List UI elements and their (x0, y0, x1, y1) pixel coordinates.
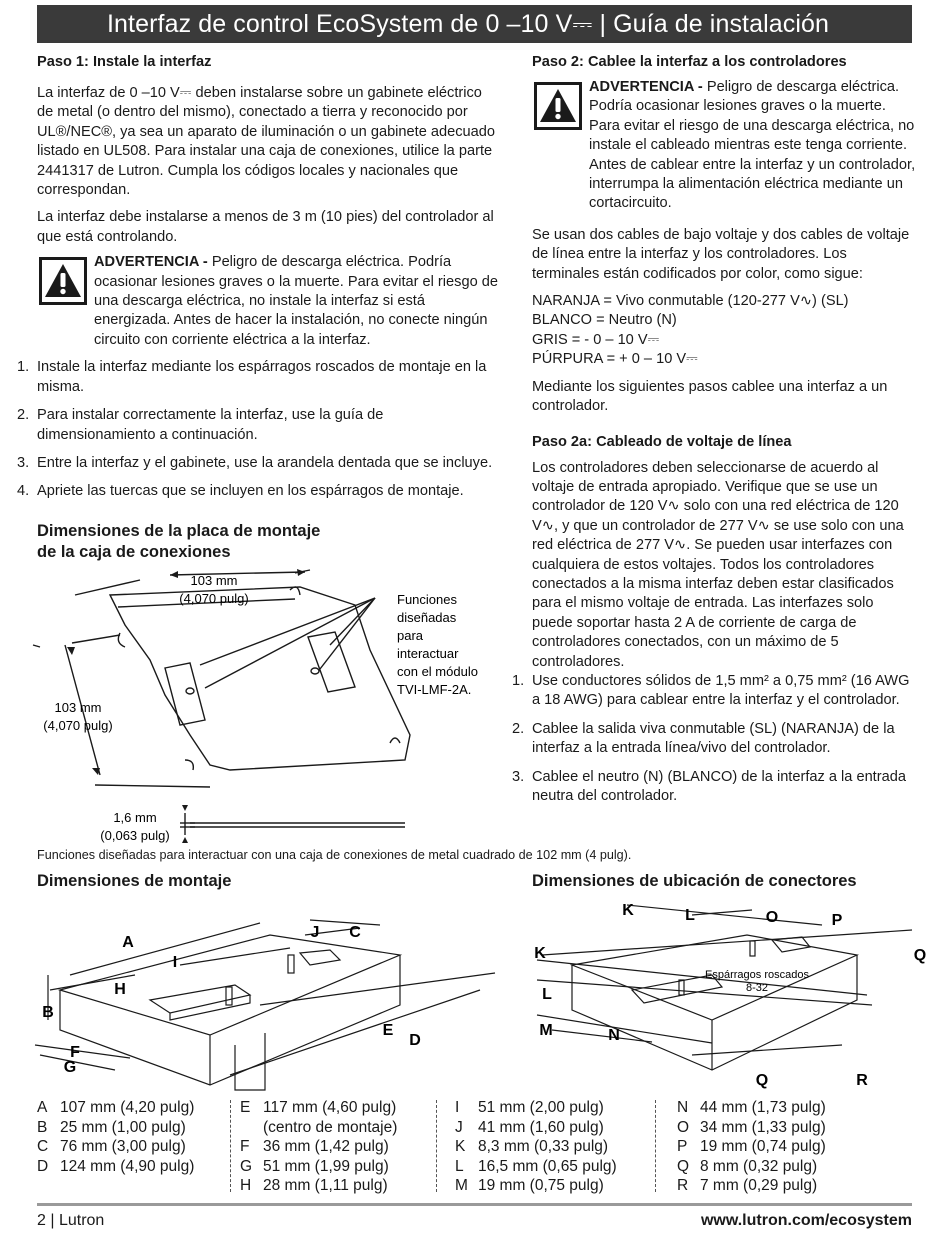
svg-text:(4,070 pulg): (4,070 pulg) (43, 718, 113, 733)
list-item: M 19 mm (0,75 pulg) (455, 1177, 604, 1194)
step2-paragraph-2: Mediante los siguientes pasos cablee una interfaz a un controlador. (532, 378, 888, 415)
right-column (512, 53, 917, 815)
list-item: K 8,3 mm (0,33 pulg) (455, 1138, 609, 1155)
dim-label-F: F (70, 1044, 80, 1061)
plate-features-label (397, 592, 478, 697)
plate-thickness-label: 1,6 mm (113, 810, 157, 825)
svg-text:(0,063 pulg): (0,063 pulg) (100, 828, 170, 843)
list-item: E 117 mm (4,60 pulg) (240, 1099, 397, 1116)
list-item: R 7 mm (0,29 pulg) (677, 1177, 818, 1194)
dim-label-A: A (122, 934, 134, 951)
list-item: P 19 mm (0,74 pulg) (677, 1138, 826, 1155)
left-column (17, 53, 499, 511)
plate-diagram (30, 565, 500, 850)
list-item: C 76 mm (3,00 pulg) (37, 1138, 186, 1155)
svg-text:Funciones: Funciones (397, 592, 457, 607)
plate-height-label: 103 mm (54, 700, 102, 715)
list-item: G 51 mm (1,99 pulg) (240, 1157, 389, 1175)
list-item: (centro de montaje) (263, 1118, 398, 1136)
svg-text:con el módulo: con el módulo (397, 664, 478, 679)
svg-text:diseñadas: diseñadas (397, 610, 457, 625)
step1-paragraph-1: La interfaz de 0 –10 V⎓ deben instalarse sobre un gabinete eléctrico de metal (o dentro del mismo), conectado a tierra y reconocido por UL®/NEC®, ya sea un aparato de iluminación o un gabinete adecuado listado en UL508. Para instalar una caja de conexiones, utilice la parte 2441317 de Lutron. Cumpla los códigos locales y nacionales que correspondan. (37, 85, 495, 199)
warning-title: Peligro de descarga eléctrica. (207, 254, 405, 271)
list-item: BLANCO = Neutro (N) (532, 312, 677, 329)
svg-text:TVI-LMF-2A.: TVI-LMF-2A. (397, 682, 472, 697)
dim-label-C: C (349, 924, 361, 941)
dim-label-M: M (539, 1022, 553, 1039)
dim-label-R: R (856, 1072, 868, 1089)
step1-list (17, 358, 499, 501)
list-item: GRIS = - 0 – 10 V⎓ (532, 331, 660, 348)
legend-col-1 (37, 1098, 194, 1176)
legend-col-3 (455, 1098, 617, 1196)
list-item: O 34 mm (1,33 pulg) (677, 1118, 826, 1136)
svg-text:Espárragos roscados: Espárragos roscados (705, 969, 809, 981)
dim-label-O: O (765, 909, 779, 926)
page-title: Interfaz de control EcoSystem de 0 –10 V⎓ | Guía de instalación (107, 10, 830, 38)
list-item: Q 8 mm (0,32 pulg) (677, 1157, 818, 1175)
warning-text: Podría ocasionar lesiones graves o la muerte. Para evitar el riesgo de una descarga eléctrica, no instale la interfaz si está energizada. Antes de hacer la instalación, no conecte ningún circuito con corriente eléctrica a la interfaz. (94, 254, 498, 348)
step2a-heading: Paso 2a: Cableado de voltaje de línea (532, 433, 792, 450)
list-item: 1. Use conductores sólidos de 1,5 mm² a 0,75 mm² (16 AWG a 18 AWG) para cablear entre la interfaz y el controlador. (512, 672, 910, 709)
color-codes (532, 292, 917, 370)
list-item: 2. Para instalar correctamente la interfaz, use la guía de dimensionamiento a continuación. (17, 407, 384, 443)
svg-text:K: K (534, 945, 546, 962)
dim-label-D: D (409, 1032, 421, 1049)
step2a-paragraph: Los controladores deben seleccionarse de acuerdo al voltaje de entrada apropiado. Verifique que se use un controlador de 120 V∿ solo con una red eléctrica de 120 V∿, y que un controlador de 277 V∿ se use solo con una red eléctrica de 277 V∿. Se pueden usar interfazes con cualquiera de estos voltajes. Todos los controladores conectados a la misma interfaz deben estar clasificados para el mismo voltaje de entrada. Las interfazes solo puede soportar hasta 2 A de corriente de carga de controladores conectados, con un máximo de 5 controladores. (532, 459, 904, 670)
list-item: N 44 mm (1,73 pulg) (677, 1099, 826, 1116)
list-item: H 28 mm (1,11 pulg) (240, 1177, 388, 1194)
svg-text:8-32: 8-32 (745, 982, 769, 994)
step2-heading: Paso 2: Cablee la interfaz a los controladores (532, 54, 847, 70)
svg-text:(4,070 pulg): (4,070 pulg) (179, 591, 249, 606)
dim-label-E: E (382, 1022, 394, 1039)
warning-label: ADVERTENCIA - (589, 79, 703, 95)
connector-heading: Dimensiones de ubicación de conectores (532, 872, 857, 890)
svg-text:Q: Q (755, 1072, 769, 1089)
warning-text: Podría ocasionar lesiones graves o la muerte. Para evitar el riesgo de una descarga eléctrica, no instale el cableado mientras este tenga corriente. Antes de cablear entre la interfaz y un controlador, interrumpa la alimentación eléctrica mediante un cortacircuito. (589, 98, 916, 212)
legend-col-4 (677, 1098, 826, 1196)
legend-divider (436, 1100, 437, 1192)
list-item: D 124 mm (4,90 pulg) (37, 1157, 195, 1175)
dim-label-G: G (63, 1059, 77, 1076)
warning-block-right (532, 78, 917, 214)
plate-width-label: 103 mm (190, 573, 238, 588)
step2-paragraph-1: Se usan dos cables de bajo voltaje y dos cables de voltaje de línea entre la interfaz y los controladores. Los terminales están codificados por color, como sigue: (532, 226, 910, 282)
dim-label-I: I (172, 954, 178, 971)
list-item: 3. Entre la interfaz y el gabinete, use la arandela dentada que se incluye. (17, 454, 493, 471)
plate-heading: Dimensiones de la placa de montaje de la caja de conexiones (37, 522, 321, 561)
studs-label (705, 969, 809, 994)
list-item: PÚRPURA = + 0 – 10 V⎓ (532, 351, 698, 368)
plate-caption: Funciones diseñadas para interactuar con una caja de conexiones de metal cuadrado de 102 mm (4 pulg). (37, 848, 632, 862)
page-header (37, 5, 912, 43)
footer-divider (37, 1203, 912, 1206)
list-item: F 36 mm (1,42 pulg) (240, 1138, 389, 1155)
mount-heading: Dimensiones de montaje (37, 872, 232, 890)
dim-label-H: H (114, 981, 126, 998)
connector-diagram (532, 895, 937, 1095)
dim-label-P: P (831, 912, 843, 929)
dim-label-N: N (608, 1027, 620, 1044)
list-item: J 41 mm (1,60 pulg) (455, 1118, 604, 1136)
svg-text:interactuar: interactuar (397, 646, 459, 661)
warning-block-left (37, 253, 499, 350)
list-item: 4. Apriete las tuercas que se incluyen en los espárragos de montaje. (17, 483, 464, 500)
step2a-list (512, 672, 917, 806)
dim-label-Q: Q (913, 947, 927, 964)
legend-col-2 (240, 1098, 397, 1196)
list-item: 2. Cablee la salida viva conmutable (SL) (NARANJA) de la interfaz a la entrada línea/vivo del controlador. (512, 720, 895, 757)
footer-url: www.lutron.com/ecosystem (700, 1212, 912, 1229)
dim-label-K: K (622, 902, 634, 919)
svg-text:L: L (542, 986, 552, 1003)
list-item: NARANJA = Vivo conmutable (120-277 V∿) (SL) (532, 293, 849, 310)
step1-heading: Paso 1: Instale la interfaz (37, 54, 212, 70)
list-item: 3. Cablee el neutro (N) (BLANCO) de la interfaz a la entrada neutra del controlador. (512, 768, 906, 804)
warning-title: Peligro de descarga eléctrica. (702, 79, 900, 95)
mounting-diagram (30, 895, 500, 1095)
list-item: 1. Instale la interfaz mediante los espárragos roscados de montaje en la misma. (17, 359, 487, 395)
dim-label-J: J (310, 924, 320, 941)
svg-text:para: para (397, 628, 424, 643)
list-item: L 16,5 mm (0,65 pulg) (455, 1157, 617, 1175)
list-item: A 107 mm (4,20 pulg) (37, 1099, 195, 1116)
legend-divider (230, 1100, 231, 1192)
list-item: I 51 mm (2,00 pulg) (455, 1099, 604, 1116)
page-number: 2 | Lutron (37, 1212, 105, 1229)
warning-icon (39, 257, 87, 305)
warning-icon (534, 82, 582, 130)
dim-label-B: B (42, 1004, 54, 1021)
dim-label-L: L (685, 907, 695, 924)
legend-divider (655, 1100, 656, 1192)
list-item: B 25 mm (1,00 pulg) (37, 1118, 186, 1136)
step1-paragraph-2: La interfaz debe instalarse a menos de 3 m (10 pies) del controlador al que está controlando. (37, 209, 494, 245)
warning-label: ADVERTENCIA - (94, 254, 208, 271)
